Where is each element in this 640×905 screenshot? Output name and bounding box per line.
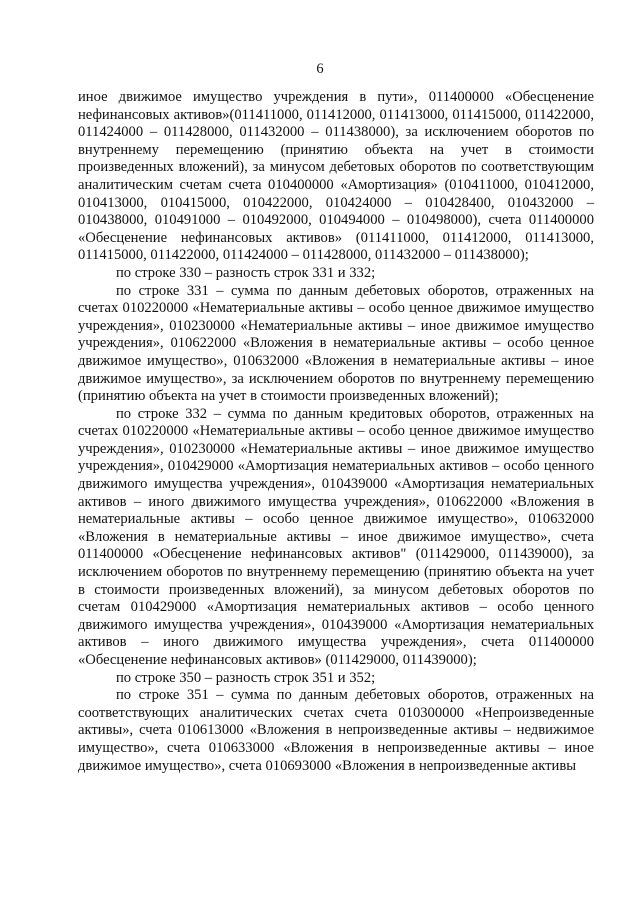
page-number: 6	[316, 61, 324, 77]
paragraph-line-350: по строке 350 – разность строк 351 и 352;	[116, 669, 376, 686]
paragraph-line-332: по строке 332 – сумма по данным кредитовых оборотов, отраженных на счетах 010220000 «Нематериальные активы – особо ценное движимое имущество учреждения», 010230000 «Нематериальные активы – иное движимое имущество учреждения», 010429000 «Амортизация нематериальных активов – особо ценного движимого имущества учреждения», 010439000 «Амортизация нематериальных активов – иного движимого имущества учреждения», 010622000 «Вложения в нематериальные активы – особо ценное движимое имущество», 010632000 «Вложения в нематериальные активы – иное движимое имущество», счета 011400000 «Обесценение нефинансовых активов" (011429000, 011439000), за исключением оборотов по внутреннему перемещению (принятию объекта на учет в стоимости произведенных вложений), за минусом дебетовых оборотов по счетам 010429000 «Амортизация нематериальных активов – особо ценного движимого имущества учреждения», 010439000 «Амортизация нематериальных активов – иного движимого имущества учреждения», счета 011400000 «Обесценение нефинансовых активов» (011429000, 011439000);	[78, 405, 594, 668]
paragraph-line-351: по строке 351 – сумма по данным дебетовых оборотов, отраженных на соответствующих аналитических счетах счета 010300000 «Непроизведенные активы», счета 010613000 «Вложения в непроизведенные активы – недвижимое имущество», счета 010633000 «Вложения в непроизведенные активы – иное движимое имущество», счета 010693000 «Вложения в непроизведенные активы	[78, 687, 594, 774]
paragraph-continuation: иное движимое имущество учреждения в пути», 011400000 «Обесценение нефинансовых активов»(011411000, 011412000, 011413000, 011415000, 011422000, 011424000 – 011428000, 011432000 – 011438000), за исключением оборотов по внутреннему перемещению (принятию объекта на учет в стоимости произведенных вложений), за минусом дебетовых оборотов по соответствующим аналитическим счетам счета 010400000 «Амортизация» (010411000, 010412000, 010413000, 010415000, 010422000, 010424000 – 010428400, 010432000 – 010438000, 010491000 – 010492000, 010494000 – 010498000), счета 011400000 «Обесценение нефинансовых активов» (011411000, 011412000, 011413000, 011415000, 011422000, 011424000 – 011428000, 011432000 – 011438000);	[78, 89, 594, 264]
paragraph-line-330: по строке 330 – разность строк 331 и 332;	[116, 264, 376, 281]
paragraph-line-331: по строке 331 – сумма по данным дебетовых оборотов, отраженных на счетах 010220000 «Нематериальные активы – особо ценное движимое имущество учреждения», 010230000 «Нематериальные активы – иное движимое имущество учреждения», 010622000 «Вложения в нематериальные активы – особо ценное движимое имущество», 010632000 «Вложения в нематериальные активы – иное движимое имущество», за исключением оборотов по внутреннему перемещению (принятию объекта на учет в стоимости произведенных вложений);	[78, 282, 594, 405]
document-body	[78, 89, 594, 775]
